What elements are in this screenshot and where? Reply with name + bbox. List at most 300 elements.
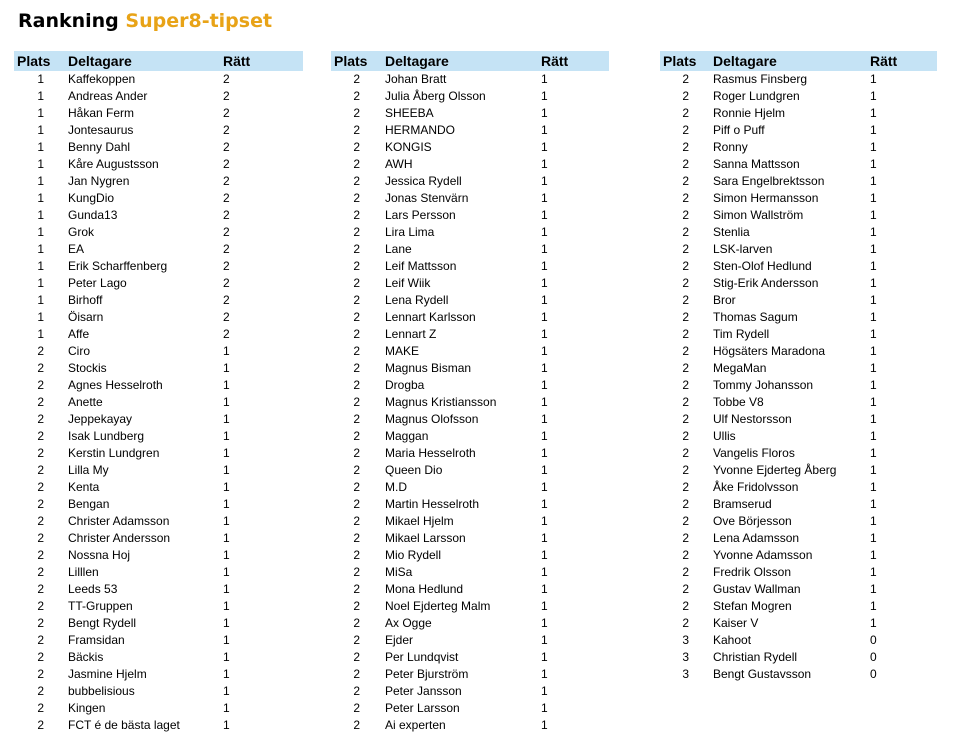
cell-plats: 2 — [682, 123, 689, 137]
cell-plats: 1 — [37, 259, 44, 273]
cell-deltagare: Jontesaurus — [68, 123, 134, 137]
table-header — [660, 51, 937, 71]
table-row — [331, 428, 609, 445]
cell-deltagare: Mikael Larsson — [385, 531, 466, 545]
cell-ratt: 1 — [870, 259, 877, 273]
cell-deltagare: Agnes Hesselroth — [68, 378, 163, 392]
cell-ratt: 1 — [541, 140, 548, 154]
table-row — [14, 360, 303, 377]
table-row — [331, 309, 609, 326]
cell-deltagare: Magnus Bisman — [385, 361, 472, 375]
cell-deltagare: Kåre Augustsson — [68, 157, 159, 171]
table-row — [14, 615, 303, 632]
cell-plats: 2 — [353, 208, 360, 222]
cell-deltagare: Jasmine Hjelm — [68, 667, 147, 681]
cell-ratt: 1 — [223, 684, 230, 698]
cell-deltagare: Framsidan — [68, 633, 125, 647]
cell-ratt: 1 — [870, 599, 877, 613]
cell-plats: 2 — [37, 344, 44, 358]
cell-ratt: 1 — [541, 191, 548, 205]
cell-deltagare: Sten-Olof Hedlund — [713, 259, 812, 273]
cell-deltagare: Peter Bjurström — [385, 667, 469, 681]
cell-ratt: 1 — [870, 89, 877, 103]
cell-ratt: 1 — [223, 599, 230, 613]
cell-ratt: 1 — [870, 191, 877, 205]
cell-plats: 2 — [37, 378, 44, 392]
cell-plats: 2 — [682, 344, 689, 358]
cell-plats: 2 — [682, 497, 689, 511]
cell-plats: 2 — [353, 174, 360, 188]
cell-plats: 2 — [682, 174, 689, 188]
cell-ratt: 1 — [870, 378, 877, 392]
cell-ratt: 1 — [541, 684, 548, 698]
header-deltagare: Deltagare — [68, 53, 132, 69]
cell-plats: 2 — [37, 616, 44, 630]
table-row — [14, 190, 303, 207]
table-row — [660, 224, 937, 241]
cell-deltagare: Nossna Hoj — [68, 548, 131, 562]
table-row — [331, 411, 609, 428]
cell-ratt: 1 — [223, 361, 230, 375]
table-row — [660, 598, 937, 615]
cell-deltagare: Peter Lago — [68, 276, 127, 290]
cell-deltagare: Gustav Wallman — [713, 582, 801, 596]
cell-deltagare: Leeds 53 — [68, 582, 118, 596]
cell-deltagare: Ai experten — [385, 718, 446, 732]
table-row — [331, 122, 609, 139]
cell-ratt: 1 — [541, 633, 548, 647]
cell-ratt: 1 — [541, 718, 548, 732]
table-row — [660, 445, 937, 462]
cell-deltagare: Ax Ogge — [385, 616, 432, 630]
cell-plats: 3 — [682, 633, 689, 647]
cell-plats: 2 — [353, 140, 360, 154]
cell-ratt: 1 — [541, 480, 548, 494]
header-deltagare: Deltagare — [385, 53, 449, 69]
table-row — [660, 411, 937, 428]
cell-ratt: 1 — [541, 616, 548, 630]
cell-ratt: 1 — [223, 344, 230, 358]
cell-ratt: 1 — [870, 208, 877, 222]
cell-ratt: 1 — [541, 242, 548, 256]
cell-plats: 2 — [682, 140, 689, 154]
cell-plats: 2 — [682, 106, 689, 120]
cell-ratt: 2 — [223, 225, 230, 239]
table-row — [331, 649, 609, 666]
cell-plats: 2 — [682, 242, 689, 256]
cell-deltagare: Andreas Ander — [68, 89, 148, 103]
cell-deltagare: Ove Börjesson — [713, 514, 792, 528]
cell-deltagare: Kaiser V — [713, 616, 759, 630]
table-row — [331, 343, 609, 360]
cell-plats: 2 — [682, 361, 689, 375]
cell-deltagare: Drogba — [385, 378, 425, 392]
cell-deltagare: Lena Adamsson — [713, 531, 800, 545]
table-row — [14, 479, 303, 496]
table-row — [660, 581, 937, 598]
table-row — [660, 666, 937, 683]
cell-deltagare: Sara Engelbrektsson — [713, 174, 825, 188]
cell-deltagare: Per Lundqvist — [385, 650, 459, 664]
cell-plats: 2 — [37, 684, 44, 698]
cell-plats: 2 — [682, 310, 689, 324]
table-row — [660, 241, 937, 258]
cell-deltagare: SHEEBA — [385, 106, 434, 120]
table-row — [331, 377, 609, 394]
cell-deltagare: Lilla My — [68, 463, 109, 477]
table-row — [331, 71, 609, 88]
cell-ratt: 1 — [541, 548, 548, 562]
cell-ratt: 1 — [541, 259, 548, 273]
cell-plats: 2 — [682, 157, 689, 171]
cell-plats: 2 — [37, 531, 44, 545]
table-row — [660, 496, 937, 513]
cell-ratt: 1 — [541, 497, 548, 511]
cell-ratt: 2 — [223, 123, 230, 137]
cell-deltagare: LSK-larven — [713, 242, 773, 256]
table-row — [660, 615, 937, 632]
cell-ratt: 1 — [870, 310, 877, 324]
cell-ratt: 1 — [870, 123, 877, 137]
cell-deltagare: Tobbe V8 — [713, 395, 764, 409]
cell-ratt: 2 — [223, 174, 230, 188]
cell-ratt: 0 — [870, 667, 877, 681]
title-prefix: Rankning — [18, 10, 119, 32]
cell-plats: 2 — [37, 514, 44, 528]
table-row — [660, 292, 937, 309]
cell-ratt: 1 — [870, 531, 877, 545]
cell-ratt: 2 — [223, 106, 230, 120]
cell-deltagare: Bror — [713, 293, 736, 307]
cell-deltagare: Leif Mattsson — [385, 259, 457, 273]
cell-deltagare: Birhoff — [68, 293, 103, 307]
cell-ratt: 1 — [223, 548, 230, 562]
cell-ratt: 1 — [870, 395, 877, 409]
table-row — [331, 632, 609, 649]
table-header — [331, 51, 609, 71]
cell-deltagare: Öisarn — [68, 310, 104, 324]
table-row — [14, 241, 303, 258]
cell-ratt: 1 — [870, 293, 877, 307]
cell-deltagare: HERMANDO — [385, 123, 456, 137]
cell-deltagare: Fredrik Olsson — [713, 565, 792, 579]
cell-ratt: 1 — [223, 497, 230, 511]
cell-deltagare: bubbelisious — [68, 684, 135, 698]
cell-plats: 2 — [353, 310, 360, 324]
cell-ratt: 1 — [870, 157, 877, 171]
cell-deltagare: Lena Rydell — [385, 293, 449, 307]
cell-deltagare: Bramserud — [713, 497, 772, 511]
cell-ratt: 1 — [541, 276, 548, 290]
cell-deltagare: Piff o Puff — [713, 123, 765, 137]
cell-deltagare: Stenlia — [713, 225, 750, 239]
cell-plats: 2 — [353, 531, 360, 545]
cell-ratt: 1 — [870, 140, 877, 154]
cell-ratt: 2 — [223, 191, 230, 205]
table-row — [331, 462, 609, 479]
cell-plats: 2 — [353, 72, 360, 86]
cell-ratt: 1 — [223, 531, 230, 545]
table-row — [660, 513, 937, 530]
cell-plats: 2 — [682, 429, 689, 443]
cell-plats: 1 — [37, 242, 44, 256]
cell-deltagare: FCT é de bästa laget — [68, 718, 180, 732]
table-row — [14, 683, 303, 700]
cell-plats: 3 — [682, 650, 689, 664]
table-row — [14, 326, 303, 343]
table-row — [14, 411, 303, 428]
cell-deltagare: Ullis — [713, 429, 736, 443]
cell-deltagare: Roger Lundgren — [713, 89, 800, 103]
cell-deltagare: Ejder — [385, 633, 414, 647]
cell-deltagare: Maggan — [385, 429, 429, 443]
cell-ratt: 1 — [541, 157, 548, 171]
cell-ratt: 1 — [870, 174, 877, 188]
cell-plats: 1 — [37, 174, 44, 188]
cell-plats: 2 — [682, 395, 689, 409]
cell-plats: 2 — [353, 599, 360, 613]
cell-ratt: 1 — [870, 72, 877, 86]
cell-deltagare: Thomas Sagum — [713, 310, 798, 324]
table-row — [331, 224, 609, 241]
cell-ratt: 1 — [223, 378, 230, 392]
cell-plats: 1 — [37, 106, 44, 120]
cell-deltagare: Erik Scharffenberg — [68, 259, 168, 273]
table-row — [331, 394, 609, 411]
cell-deltagare: Kenta — [68, 480, 100, 494]
cell-ratt: 1 — [223, 514, 230, 528]
table-row — [14, 122, 303, 139]
table-row — [331, 547, 609, 564]
table-row — [660, 462, 937, 479]
cell-ratt: 1 — [541, 667, 548, 681]
header-ratt: Rätt — [541, 53, 569, 69]
cell-ratt: 1 — [223, 395, 230, 409]
table-row — [14, 666, 303, 683]
table-row — [660, 139, 937, 156]
cell-plats: 2 — [682, 582, 689, 596]
cell-ratt: 1 — [541, 208, 548, 222]
cell-ratt: 1 — [541, 361, 548, 375]
table-row — [14, 173, 303, 190]
cell-plats: 2 — [353, 616, 360, 630]
cell-ratt: 1 — [541, 293, 548, 307]
cell-ratt: 1 — [541, 327, 548, 341]
cell-ratt: 1 — [223, 718, 230, 732]
cell-deltagare: Lennart Karlsson — [385, 310, 476, 324]
cell-ratt: 1 — [541, 344, 548, 358]
table-row — [14, 513, 303, 530]
cell-ratt: 1 — [870, 497, 877, 511]
table-row — [331, 666, 609, 683]
cell-deltagare: Noel Ejderteg Malm — [385, 599, 491, 613]
table-row — [14, 139, 303, 156]
cell-ratt: 1 — [870, 582, 877, 596]
cell-ratt: 1 — [223, 565, 230, 579]
cell-deltagare: Åke Fridolvsson — [713, 480, 799, 494]
cell-plats: 1 — [37, 157, 44, 171]
table-row — [660, 360, 937, 377]
cell-deltagare: Martin Hesselroth — [385, 497, 480, 511]
cell-deltagare: MAKE — [385, 344, 420, 358]
cell-ratt: 1 — [870, 106, 877, 120]
cell-plats: 2 — [682, 327, 689, 341]
table-row — [14, 224, 303, 241]
table-row — [14, 258, 303, 275]
cell-plats: 2 — [682, 293, 689, 307]
cell-deltagare: Leif Wiik — [385, 276, 431, 290]
cell-plats: 2 — [353, 497, 360, 511]
cell-ratt: 1 — [223, 667, 230, 681]
cell-deltagare: Magnus Olofsson — [385, 412, 479, 426]
cell-plats: 2 — [353, 701, 360, 715]
cell-plats: 2 — [37, 565, 44, 579]
cell-plats: 2 — [682, 463, 689, 477]
title-highlight: Super8-tipset — [125, 10, 273, 32]
cell-plats: 2 — [682, 514, 689, 528]
cell-ratt: 1 — [223, 412, 230, 426]
table-row — [14, 394, 303, 411]
table-row — [331, 258, 609, 275]
table-row — [660, 122, 937, 139]
table-row — [331, 360, 609, 377]
cell-plats: 2 — [682, 72, 689, 86]
table-row — [331, 700, 609, 717]
cell-plats: 2 — [353, 395, 360, 409]
cell-deltagare: EA — [68, 242, 85, 256]
table-row — [14, 717, 303, 734]
cell-plats: 2 — [682, 276, 689, 290]
table-row — [660, 275, 937, 292]
cell-deltagare: Ciro — [68, 344, 91, 358]
cell-ratt: 1 — [223, 633, 230, 647]
table-row — [14, 377, 303, 394]
cell-deltagare: Bäckis — [68, 650, 104, 664]
table-row — [331, 530, 609, 547]
cell-ratt: 1 — [541, 89, 548, 103]
header-ratt: Rätt — [223, 53, 251, 69]
cell-deltagare: Ulf Nestorsson — [713, 412, 792, 426]
cell-ratt: 1 — [541, 412, 548, 426]
cell-ratt: 1 — [541, 514, 548, 528]
table-row — [14, 496, 303, 513]
table-row — [660, 105, 937, 122]
table-row — [331, 139, 609, 156]
cell-deltagare: Stig-Erik Andersson — [713, 276, 819, 290]
table-row — [660, 156, 937, 173]
cell-deltagare: Gunda13 — [68, 208, 118, 222]
table-row — [331, 275, 609, 292]
cell-deltagare: M.D — [385, 480, 407, 494]
cell-ratt: 1 — [541, 582, 548, 596]
cell-deltagare: Lars Persson — [385, 208, 456, 222]
cell-ratt: 1 — [870, 480, 877, 494]
table-row — [331, 717, 609, 734]
table-row — [660, 564, 937, 581]
cell-ratt: 1 — [223, 463, 230, 477]
table-row — [331, 326, 609, 343]
table-row — [660, 428, 937, 445]
cell-plats: 2 — [37, 718, 44, 732]
cell-deltagare: Lennart Z — [385, 327, 437, 341]
cell-deltagare: Jan Nygren — [68, 174, 130, 188]
cell-plats: 2 — [353, 684, 360, 698]
table-row — [14, 71, 303, 88]
cell-ratt: 1 — [223, 650, 230, 664]
cell-plats: 2 — [37, 599, 44, 613]
cell-ratt: 2 — [223, 310, 230, 324]
cell-deltagare: Yvonne Adamsson — [713, 548, 813, 562]
cell-plats: 2 — [353, 344, 360, 358]
cell-ratt: 1 — [541, 123, 548, 137]
cell-plats: 1 — [37, 208, 44, 222]
cell-plats: 1 — [37, 140, 44, 154]
cell-deltagare: Högsäters Maradona — [713, 344, 826, 358]
cell-plats: 2 — [682, 259, 689, 273]
cell-plats: 2 — [37, 480, 44, 494]
table-row — [660, 309, 937, 326]
header-plats: Plats — [663, 53, 697, 69]
cell-deltagare: Mio Rydell — [385, 548, 442, 562]
table-row — [331, 683, 609, 700]
cell-deltagare: Jessica Rydell — [385, 174, 462, 188]
cell-deltagare: MiSa — [385, 565, 413, 579]
table-row — [14, 632, 303, 649]
cell-ratt: 2 — [223, 157, 230, 171]
cell-ratt: 1 — [870, 548, 877, 562]
header-plats: Plats — [334, 53, 368, 69]
table-row — [331, 496, 609, 513]
cell-ratt: 1 — [870, 276, 877, 290]
cell-ratt: 1 — [541, 310, 548, 324]
table-row — [331, 615, 609, 632]
cell-deltagare: Christian Rydell — [713, 650, 798, 664]
table-row — [14, 275, 303, 292]
table-row — [331, 190, 609, 207]
cell-ratt: 0 — [870, 633, 877, 647]
cell-deltagare: Peter Jansson — [385, 684, 462, 698]
cell-ratt: 1 — [223, 582, 230, 596]
table-row — [331, 173, 609, 190]
cell-deltagare: Lane — [385, 242, 412, 256]
cell-plats: 2 — [353, 89, 360, 103]
table-row — [14, 343, 303, 360]
cell-deltagare: Vangelis Floros — [713, 446, 795, 460]
table-row — [660, 547, 937, 564]
cell-plats: 2 — [682, 531, 689, 545]
cell-plats: 2 — [353, 633, 360, 647]
cell-ratt: 1 — [541, 463, 548, 477]
cell-deltagare: Affe — [68, 327, 90, 341]
cell-plats: 2 — [353, 327, 360, 341]
cell-deltagare: Peter Larsson — [385, 701, 460, 715]
table-row — [331, 479, 609, 496]
cell-plats: 2 — [37, 429, 44, 443]
cell-ratt: 1 — [870, 242, 877, 256]
cell-plats: 2 — [37, 548, 44, 562]
cell-ratt: 0 — [870, 650, 877, 664]
cell-deltagare: Jonas Stenvärn — [385, 191, 469, 205]
table-row — [14, 598, 303, 615]
cell-deltagare: Simon Wallström — [713, 208, 804, 222]
table-row — [14, 547, 303, 564]
cell-deltagare: KONGIS — [385, 140, 432, 154]
cell-deltagare: Bengt Gustavsson — [713, 667, 812, 681]
table-row — [331, 564, 609, 581]
page-title — [18, 8, 272, 34]
table-row — [331, 156, 609, 173]
cell-plats: 2 — [353, 361, 360, 375]
